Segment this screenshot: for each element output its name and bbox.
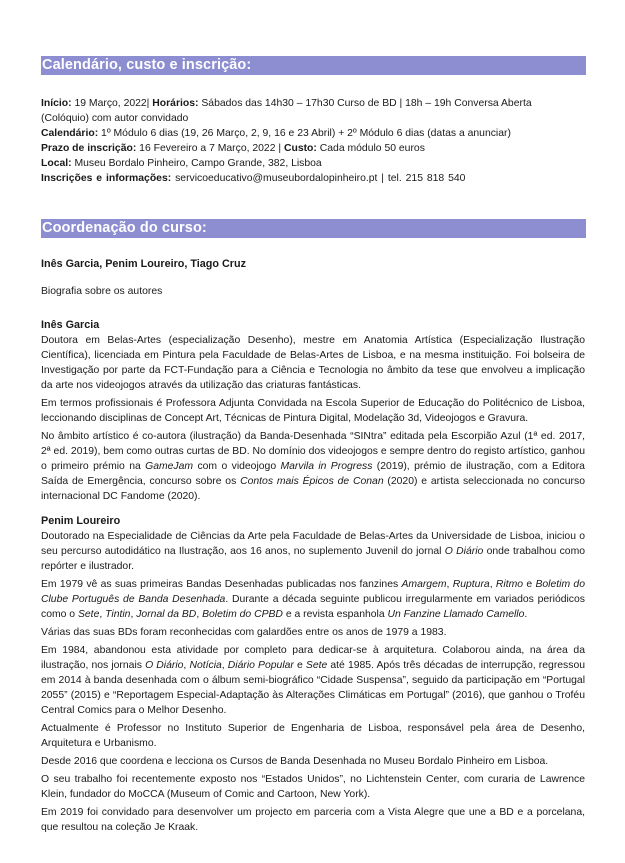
bio-intro: Biografia sobre os autores (41, 286, 163, 297)
bio-paragraph: No âmbito artístico é co-autora (ilustração) da Banda-Desenhada “SINtra” editada pela Escorpião Azul (1ª ed. 2017, 2ª ed. 2019), bem como outras curtas de BD. No domínio dos videojogos e sempre dentro do registo artístico, ganhou o primeiro prémio na GameJam com o videojogo Marvila in Progress (2019), prémio de ilustração, com a Editora Saída de Emergência, concurso sobre os Contos mais Épicos de Conan (2020) e artista seleccionada no concurso internacional DC Fandome (2020). (41, 431, 585, 502)
prazo-line: Prazo de inscrição: 16 Fevereiro a 7 Março, 2022 | Custo: Cada módulo 50 euros (41, 143, 425, 154)
calendario-details (41, 96, 585, 186)
local-line: Local: Museu Bordalo Pinheiro, Campo Grande, 382, Lisboa (41, 158, 322, 169)
bio-paragraph: Desde 2016 que coordena e lecciona os Cursos de Banda Desenhada no Museu Bordalo Pinheiro em Lisboa. (41, 756, 549, 767)
bio-penim-loureiro (41, 514, 585, 835)
author-name: Penim Loureiro (41, 515, 121, 527)
author-name: Inês Garcia (41, 319, 100, 331)
bio-paragraph: Em 2019 foi convidado para desenvolver um projecto em parceria com a Vista Alegre que une a BD e a porcelana, que resultou na coleção Je Kraak. (41, 807, 585, 833)
bio-ines-garcia (41, 318, 585, 504)
bio-paragraph: Doutora em Belas-Artes (especialização Desenho), mestre em Anatomia Artística (Especialização Ilustração Científica), licenciada em Pintura pela Faculdade de Belas-Artes de Lisboa, e na mesma instituição. Foi bolseira de Investigação por parte da FCT-Fundação para a Ciência e Tecnologia no âmbito da tese que envolveu a implicação da arte nos videojogos através da utilização das criaturas fantásticas. (41, 335, 585, 391)
section-heading-calendario (41, 56, 586, 75)
section-heading-coordenacao (41, 219, 586, 238)
bio-paragraph: Em termos profissionais é Professora Adjunta Convidada na Escola Superior de Educação do Politécnico de Lisboa, leccionando disciplinas de Concept Art, Técnicas de Pintura Digital, Modelação 3d, Videojogos e Gravura. (41, 398, 585, 424)
inscricoes-line: Inscrições e informações: servicoeducativo@museubordalopinheiro.pt | tel. 215 818 540 (41, 173, 466, 184)
bio-paragraph: Em 1979 vê as suas primeiras Bandas Desenhadas publicadas nos fanzines Amargem, Ruptura, Ritmo e Boletim do Clube Português de Banda Desenhada. Durante a década seguinte publicou irregularmente em variados periódicos como o Sete, Tintin, Jornal da BD, Boletim do CPBD e a revista espanhola Un Fanzine Llamado Camello. (41, 579, 585, 620)
horarios-continuation: (Colóquio) com autor convidado (41, 113, 189, 124)
contact-info[interactable]: servicoeducativo@museubordalopinheiro.pt | tel. 215 818 540 (171, 173, 466, 184)
bio-paragraph: Várias das suas BDs foram reconhecidas com galardões entre os anos de 1979 a 1983. (41, 627, 447, 638)
inicio-line: Início: 19 Março, 2022| Horários: Sábados das 14h30 – 17h30 Curso de BD | 18h – 19h Conversa Aberta (41, 98, 532, 109)
bio-paragraph: Em 1984, abandonou esta atividade por completo para dedicar-se à arquitetura. Colaborou ainda, na área da ilustração, nos jornais O Diário, Notícia, Diário Popular e Sete até 1985. Após três décadas de interrupção, regressou em 2014 à banda desenhada com o álbum semi-biográfico “Cidade Suspensa”, seguido da participação em “Portugal 2055” (2015) e “Reportagem Especial-Adaptação às Alterações Climáticas em Portugal” (2016), que ganhou o Troféu Central Comics para o Melhor Desenho. (41, 645, 586, 716)
bio-paragraph: Doutorado na Especialidade de Ciências da Arte pela Faculdade de Belas-Artes da Universidade de Lisboa, iniciou o seu percurso autodidático na Ilustração, aos 16 anos, no suplemento Juvenil do jornal O Diário onde trabalhou como repórter e ilustrador. (41, 531, 586, 572)
calendario-line: Calendário: 1º Módulo 6 dias (19, 26 Março, 2, 9, 16 e 23 Abril) + 2º Módulo 6 dias (datas a anunciar) (41, 128, 511, 139)
section-title: Coordenação do curso: (42, 220, 207, 236)
coordinator-names: Inês Garcia, Penim Loureiro, Tiago Cruz (41, 258, 246, 270)
bio-paragraph: Actualmente é Professor no Instituto Superior de Engenharia de Lisboa, responsável pela área de Desenho, Arquitetura e Urbanismo. (41, 723, 585, 749)
bio-paragraph: O seu trabalho foi recentemente exposto nos “Estados Unidos”, no Lichtenstein Center, com curaria de Lawrence Klein, fundador do MoCCA (Museum of Comic and Cartoon, New York). (41, 774, 585, 800)
section-title: Calendário, custo e inscrição: (42, 57, 252, 73)
